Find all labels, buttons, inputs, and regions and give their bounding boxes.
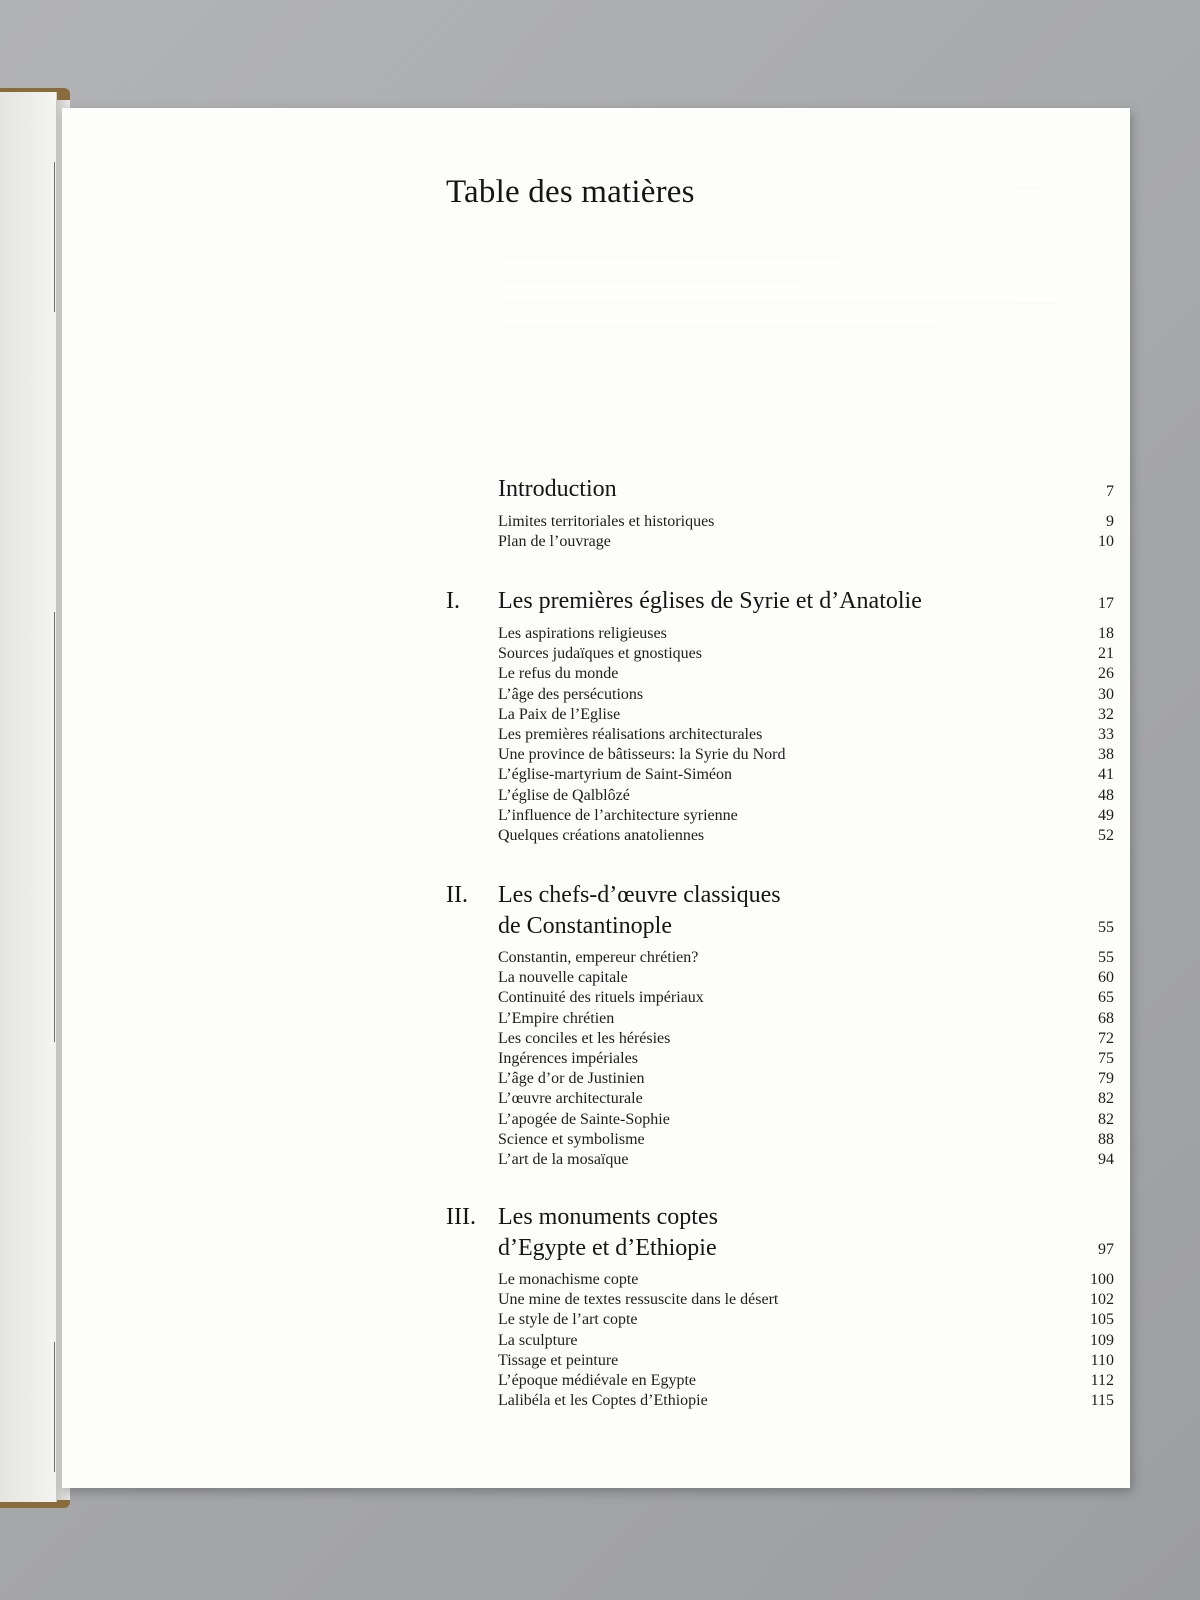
section-title: [498, 586, 1018, 617]
entry-page-number: 88: [1098, 1130, 1114, 1148]
entry-label: La sculpture: [498, 1331, 578, 1349]
entry-label: Sources judaïques et gnostiques: [498, 645, 702, 663]
entry-page-number: 72: [1098, 1029, 1114, 1047]
section-page-number: 97: [1098, 1241, 1114, 1258]
book-page: [62, 108, 1130, 1488]
section-entries: [498, 512, 1114, 552]
toc-entry: [498, 725, 1114, 745]
entry-page-number: 33: [1098, 725, 1114, 743]
entry-page-number: 100: [1090, 1271, 1114, 1288]
entry-page-number: 112: [1090, 1371, 1114, 1389]
section-title-line: Les chefs-d’œuvre classiques: [498, 882, 781, 908]
section-entries: [498, 624, 1114, 846]
entry-page-number: 18: [1098, 625, 1114, 642]
toc-entry: [498, 1009, 1114, 1029]
toc-entry: [498, 664, 1114, 684]
section-title-line: Les premières églises de Syrie et d’Anatolie: [498, 588, 922, 614]
toc-entry: [498, 826, 1114, 846]
entry-label: Les aspirations religieuses: [498, 625, 667, 642]
entry-label: Constantin, empereur chrétien?: [498, 949, 699, 966]
entry-label: Le style de l’art copte: [498, 1311, 638, 1329]
section-title-line: d’Egypte et d’Ethiopie: [498, 1235, 717, 1261]
section-entries: [498, 1270, 1114, 1411]
toc-entry: [498, 786, 1114, 806]
entry-page-number: 52: [1098, 826, 1114, 844]
entry-label: L’âge d’or de Justinien: [498, 1070, 645, 1088]
toc-entry: [498, 1351, 1114, 1371]
toc-entry: [498, 512, 1114, 532]
toc-entry: [498, 1331, 1114, 1351]
toc-entry: [498, 806, 1114, 826]
entry-page-number: 30: [1098, 685, 1114, 703]
entry-label: Quelques créations anatoliennes: [498, 826, 705, 844]
toc-entry: [498, 644, 1114, 664]
toc-entry: [498, 988, 1114, 1008]
entry-label: Les conciles et les hérésies: [498, 1029, 671, 1047]
entry-page-number: 68: [1098, 1009, 1114, 1027]
entry-page-number: 110: [1090, 1351, 1114, 1369]
facing-page-rule: [54, 612, 55, 1042]
entry-label: L’âge des persécutions: [498, 685, 644, 703]
entry-page-number: 65: [1098, 989, 1114, 1007]
section-page-number: 55: [1098, 919, 1114, 936]
toc-entry: [498, 1089, 1114, 1109]
entry-label: L’Empire chrétien: [498, 1009, 615, 1027]
toc-entry: [498, 1150, 1114, 1170]
entry-label: Plan de l’ouvrage: [498, 533, 611, 551]
toc-entry: [498, 624, 1114, 644]
entry-label: Science et symbolisme: [498, 1130, 645, 1148]
entry-page-number: 79: [1098, 1070, 1114, 1088]
section-title: [498, 880, 1018, 942]
entry-page-number: 109: [1090, 1331, 1114, 1349]
entry-label: L’art de la mosaïque: [498, 1150, 629, 1168]
section-entries: [498, 948, 1114, 1170]
section-title-line: Introduction: [498, 476, 617, 502]
entry-label: L’époque médiévale en Egypte: [498, 1371, 696, 1389]
entry-label: La nouvelle capitale: [498, 969, 628, 987]
facing-page-edge: [0, 92, 57, 1502]
section-title-line: de Constantinople: [498, 913, 672, 939]
toc-entry: [498, 1270, 1114, 1290]
toc-entry: [498, 1290, 1114, 1310]
entry-page-number: 115: [1090, 1392, 1114, 1410]
entry-page-number: 60: [1098, 969, 1114, 987]
section-page-number: 17: [1098, 595, 1114, 612]
facing-page-rule: [54, 1342, 55, 1472]
entry-page-number: 21: [1098, 645, 1114, 663]
entry-label: Le monachisme copte: [498, 1271, 639, 1288]
entry-label: Le refus du monde: [498, 665, 619, 683]
toc-entry: [498, 1310, 1114, 1330]
toc-entry: [498, 532, 1114, 552]
section-title: [498, 474, 1018, 505]
toc-entry: [498, 948, 1114, 968]
toc-entry: [498, 1069, 1114, 1089]
entry-page-number: 102: [1090, 1291, 1114, 1309]
entry-label: Tissage et peinture: [498, 1351, 619, 1369]
entry-label: La Paix de l’Eglise: [498, 705, 621, 723]
section-page-number: 7: [1106, 483, 1114, 500]
entry-page-number: 55: [1098, 949, 1114, 966]
entry-page-number: 49: [1098, 806, 1114, 824]
toc-entry: [498, 1371, 1114, 1391]
toc-entry: [498, 1049, 1114, 1069]
entry-label: Une province de bâtisseurs: la Syrie du Nord: [498, 746, 786, 764]
entry-page-number: 82: [1098, 1090, 1114, 1108]
entry-page-number: 105: [1090, 1311, 1114, 1329]
entry-label: Lalibéla et les Coptes d’Ethiopie: [498, 1392, 708, 1410]
entry-label: Une mine de textes ressuscite dans le désert: [498, 1291, 779, 1309]
entry-label: L’église-martyrium de Saint-Siméon: [498, 766, 733, 784]
section-numeral: I.: [446, 588, 460, 614]
toc-entry: [498, 1130, 1114, 1150]
entry-page-number: 38: [1098, 746, 1114, 764]
toc-entry: [498, 1391, 1114, 1411]
section-numeral: II.: [446, 882, 468, 908]
entry-page-number: 41: [1098, 766, 1114, 784]
entry-label: Continuité des rituels impériaux: [498, 989, 704, 1007]
page-title: Table des matières: [446, 174, 695, 210]
table-of-contents: [62, 108, 1130, 1488]
section-title-line: Les monuments coptes: [498, 1204, 718, 1230]
entry-page-number: 94: [1098, 1150, 1114, 1168]
entry-label: Limites territoriales et historiques: [498, 513, 715, 530]
entry-page-number: 9: [1106, 513, 1114, 530]
toc-entry: [498, 968, 1114, 988]
entry-page-number: 82: [1098, 1110, 1114, 1128]
entry-label: Ingérences impériales: [498, 1049, 638, 1067]
entry-page-number: 32: [1098, 705, 1114, 723]
entry-page-number: 26: [1098, 665, 1114, 683]
entry-page-number: 48: [1098, 786, 1114, 804]
toc-entry: [498, 765, 1114, 785]
toc-entry: [498, 1110, 1114, 1130]
entry-label: L’église de Qalblôzé: [498, 786, 630, 804]
toc-entry: [498, 745, 1114, 765]
entry-page-number: 10: [1098, 533, 1114, 551]
toc-entry: [498, 1029, 1114, 1049]
facing-page-rule: [54, 162, 55, 312]
toc-entry: [498, 685, 1114, 705]
toc-entry: [498, 705, 1114, 725]
entry-label: L’influence de l’architecture syrienne: [498, 806, 738, 824]
entry-page-number: 75: [1098, 1049, 1114, 1067]
entry-label: Les premières réalisations architecturales: [498, 725, 763, 743]
section-numeral: III.: [446, 1204, 476, 1230]
entry-label: L’œuvre architecturale: [498, 1090, 643, 1108]
entry-label: L’apogée de Sainte-Sophie: [498, 1110, 670, 1128]
section-title: [498, 1202, 1018, 1264]
